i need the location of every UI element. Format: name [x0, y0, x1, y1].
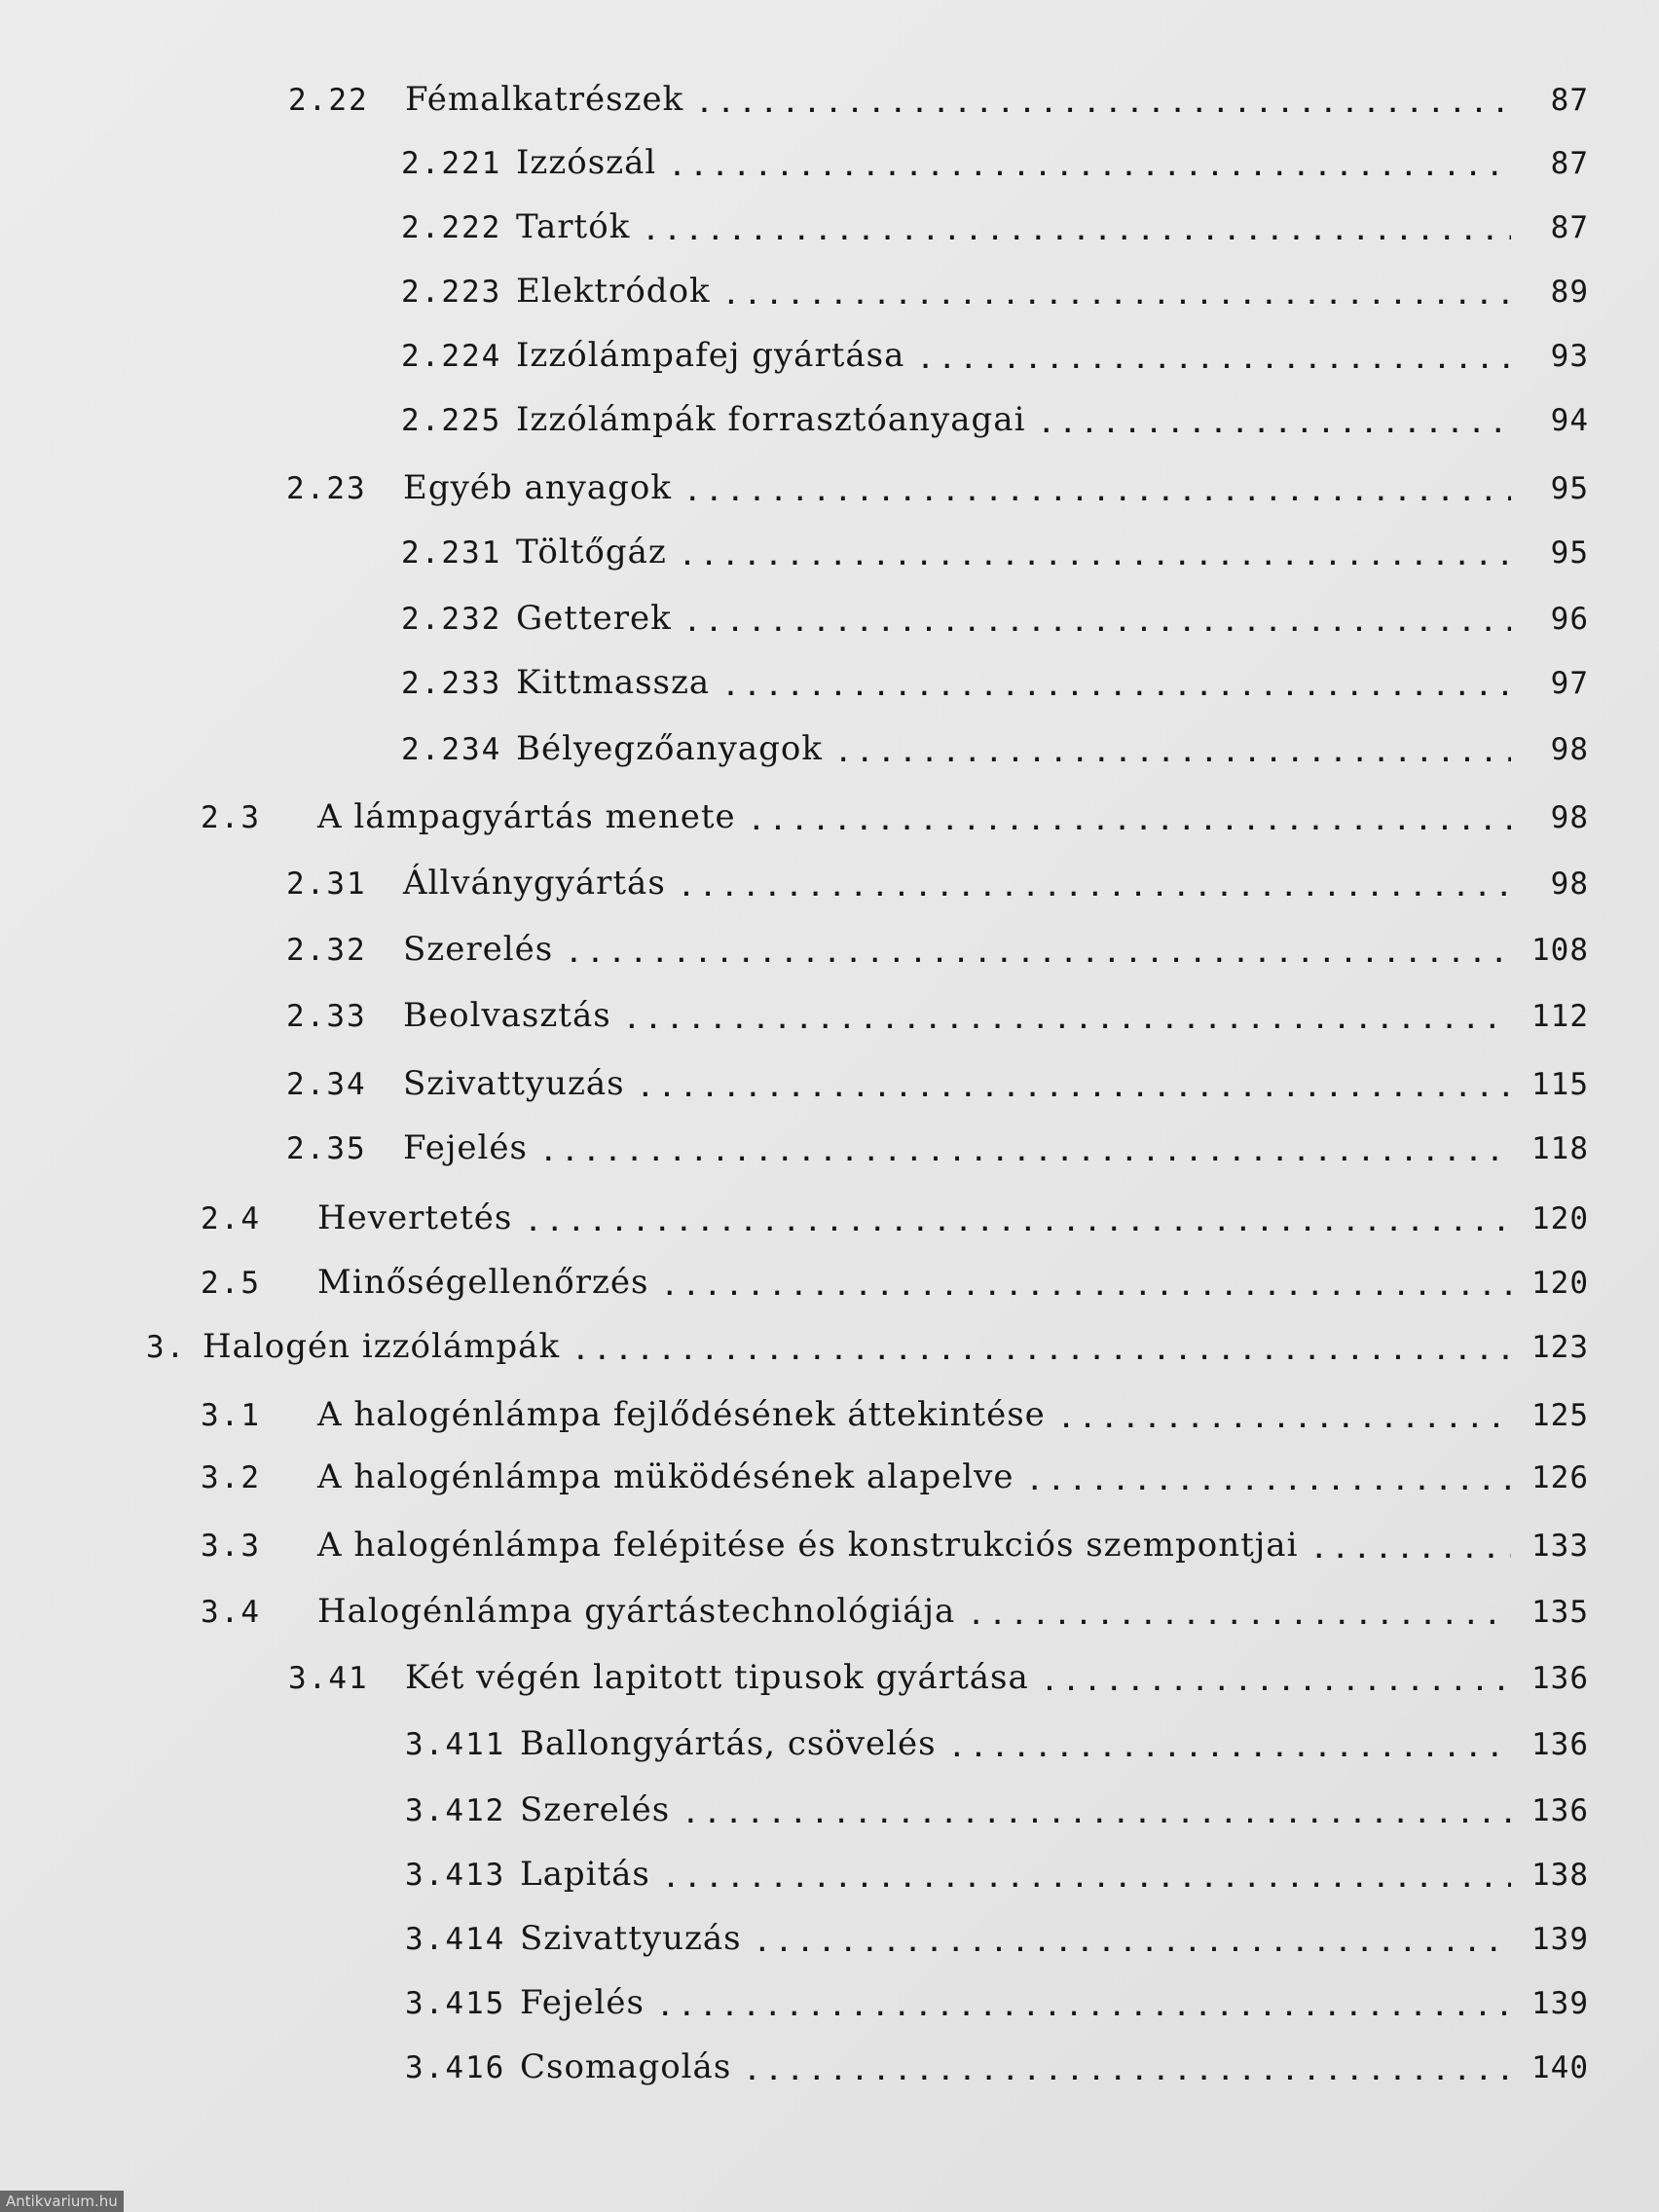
toc-entry-title: Izzólámpafej gyártása [516, 336, 905, 375]
toc-entry-title: Egyéb anyagok [403, 468, 672, 507]
dot-leader [625, 996, 1511, 1035]
toc-entry-title: Fémalkatrészek [405, 80, 684, 119]
toc-entry-number: 3.414 [405, 1922, 506, 1957]
toc-entry [201, 1390, 1589, 1439]
toc-entry [401, 267, 1589, 315]
toc-entry-number: 3.3 [201, 1529, 261, 1564]
dot-leader [644, 207, 1511, 246]
toc-entry-number: 2.225 [401, 403, 502, 438]
toc-entry [286, 1124, 1589, 1172]
toc-entry-title: Bélyegzőanyagok [516, 729, 823, 768]
toc-entry-number: 2.224 [401, 339, 502, 374]
dot-leader [658, 1983, 1511, 2022]
toc-entry-title: Ballongyártás, csövelés [520, 1724, 937, 1763]
toc-entry [401, 724, 1589, 773]
dot-leader [664, 1855, 1511, 1894]
toc-entry-title: Halogénlámpa gyártástechnológiája [317, 1592, 956, 1631]
toc-entry-title: Lapitás [520, 1855, 650, 1894]
toc-entry [405, 1978, 1589, 2027]
toc-entry-page: 98 [1550, 866, 1589, 902]
toc-entry [405, 2043, 1589, 2091]
toc-entry-number: 2.35 [286, 1131, 367, 1166]
toc-entry-page: 87 [1550, 83, 1589, 118]
dot-leader [836, 729, 1511, 768]
toc-entry [286, 859, 1589, 907]
toc-entry [288, 75, 1589, 124]
toc-entry-title: Két végén lapitott tipusok gyártása [405, 1658, 1029, 1697]
toc-entry [288, 1653, 1589, 1702]
toc-entry-page: 136 [1531, 1661, 1589, 1696]
toc-entry-number: 2.233 [401, 666, 502, 701]
dot-leader [1043, 1658, 1511, 1697]
toc-entry-page: 120 [1531, 1201, 1589, 1236]
toc-entry-page: 120 [1531, 1266, 1589, 1301]
toc-entry-number: 3.415 [405, 1986, 506, 2021]
toc-entry-page: 108 [1531, 933, 1589, 968]
toc-entry [401, 203, 1589, 251]
toc-entry-title: Fejelés [520, 1983, 645, 2022]
dot-leader [969, 1592, 1511, 1631]
toc-entry-page: 125 [1531, 1398, 1589, 1433]
dot-leader [670, 143, 1511, 182]
toc-entry-page: 89 [1550, 275, 1589, 310]
watermark: Antikvarium.hu [0, 2191, 124, 2212]
toc-entry-title: Állványgyártás [403, 864, 666, 903]
dot-leader [639, 1064, 1511, 1103]
toc-entry-title: Halogén izzólámpák [203, 1327, 561, 1366]
toc-entry-title: Kittmassza [516, 663, 711, 702]
toc-entry-title: Töltőgáz [516, 533, 667, 571]
toc-entry-page: 139 [1531, 1922, 1589, 1957]
toc-entry [201, 1194, 1589, 1242]
toc-entry [146, 1322, 1589, 1371]
toc-entry [405, 1850, 1589, 1899]
toc-entry-number: 3. [146, 1330, 187, 1365]
toc-entry [401, 395, 1589, 444]
dot-leader [756, 1919, 1511, 1958]
dot-leader [573, 1327, 1511, 1366]
toc-entry [401, 528, 1589, 576]
toc-entry-number: 2.33 [286, 999, 367, 1034]
toc-entry-number: 2.222 [401, 210, 502, 245]
dot-leader [745, 2047, 1511, 2086]
toc-entry-title: A halogénlámpa müködésének alapelve [317, 1457, 1014, 1496]
toc-entry-number: 3.412 [405, 1793, 506, 1828]
dot-leader [685, 599, 1511, 638]
toc-entry [405, 1719, 1589, 1768]
toc-entry [286, 463, 1589, 512]
dot-leader [724, 272, 1511, 311]
toc-entry-page: 97 [1550, 666, 1589, 701]
toc-entry-page: 118 [1531, 1131, 1589, 1166]
dot-leader [723, 663, 1511, 702]
toc-entry [286, 925, 1589, 974]
toc-entry-title: Szerelés [520, 1790, 671, 1829]
toc-entry-page: 98 [1550, 800, 1589, 835]
toc-entry [201, 1453, 1589, 1501]
toc-entry-page: 123 [1531, 1330, 1589, 1365]
toc-entry [401, 138, 1589, 187]
toc-entry-number: 3.1 [201, 1398, 261, 1433]
toc-entry [201, 793, 1589, 841]
toc-entry-page: 139 [1531, 1986, 1589, 2021]
dot-leader [662, 1263, 1511, 1302]
toc-entry-title: Fejelés [403, 1128, 528, 1167]
toc-entry-title: Getterek [516, 599, 672, 638]
toc-entry-title: Szivattyuzás [403, 1064, 625, 1103]
toc-entry [405, 1914, 1589, 1963]
toc-entry-number: 3.2 [201, 1460, 261, 1495]
toc-entry-number: 3.41 [288, 1661, 369, 1696]
toc-entry [201, 1521, 1589, 1569]
toc-entry-title: Izzólámpák forrasztóanyagai [516, 400, 1026, 439]
toc-entry-number: 2.23 [286, 471, 367, 506]
dot-leader [685, 468, 1511, 507]
toc-entry-page: 98 [1550, 732, 1589, 767]
toc-entry-title: Izzószál [516, 143, 657, 182]
dot-leader [697, 80, 1511, 119]
dot-leader [681, 533, 1511, 571]
toc-entry-page: 115 [1531, 1067, 1589, 1102]
dot-leader [750, 797, 1511, 836]
toc-entry-title: Minőségellenőrzés [317, 1263, 649, 1302]
toc-entry-title: A halogénlámpa fejlődésének áttekintése [317, 1395, 1046, 1434]
toc-entry-page: 133 [1531, 1529, 1589, 1564]
toc-entry-page: 126 [1531, 1460, 1589, 1495]
toc-entry-title: Tartók [516, 207, 631, 246]
toc-entry-number: 2.32 [286, 933, 367, 968]
toc-entry-page: 95 [1550, 471, 1589, 506]
toc-entry-page: 95 [1550, 535, 1589, 571]
toc-entry [401, 658, 1589, 707]
toc-entry-page: 112 [1531, 999, 1589, 1034]
toc-entry-number: 3.413 [405, 1858, 506, 1893]
dot-leader [683, 1790, 1511, 1829]
toc-entry-title: A halogénlámpa felépitése és konstrukciós szempontjai [317, 1526, 1299, 1565]
toc-entry-title: Szerelés [403, 930, 554, 969]
toc-entry-number: 2.4 [201, 1201, 261, 1236]
toc-entry-page: 93 [1550, 339, 1589, 374]
toc-entry-page: 136 [1531, 1793, 1589, 1828]
toc-entry-number: 2.221 [401, 146, 502, 181]
toc-entry-number: 2.22 [288, 83, 369, 118]
toc-entry [401, 331, 1589, 380]
toc-entry-page: 136 [1531, 1727, 1589, 1762]
toc-entry-number: 2.231 [401, 535, 502, 571]
dot-leader [526, 1198, 1511, 1237]
toc-entry [401, 594, 1589, 643]
dot-leader [567, 930, 1511, 969]
toc-entry [201, 1258, 1589, 1307]
toc-entry [286, 1059, 1589, 1108]
toc-entry-title: Elektródok [516, 272, 711, 311]
toc-entry-number: 3.416 [405, 2050, 506, 2085]
toc-entry-page: 87 [1550, 210, 1589, 245]
toc-entry [286, 991, 1589, 1040]
toc-entry-number: 2.5 [201, 1266, 261, 1301]
toc-entry-page: 140 [1531, 2050, 1589, 2085]
dot-leader [1059, 1395, 1511, 1434]
dot-leader [1311, 1526, 1511, 1565]
toc-entry-page: 135 [1531, 1595, 1589, 1630]
toc-entry [405, 1786, 1589, 1834]
toc-entry [201, 1587, 1589, 1636]
toc-entry-number: 2.232 [401, 602, 502, 637]
toc-entry-title: Csomagolás [520, 2047, 732, 2086]
dot-leader [680, 864, 1511, 903]
toc-entry-title: Hevertetés [317, 1198, 513, 1237]
dot-leader [1027, 1457, 1511, 1496]
toc-entry-title: A lámpagyártás menete [317, 797, 736, 836]
dot-leader [950, 1724, 1511, 1763]
toc-entry-number: 3.411 [405, 1727, 506, 1762]
toc-entry-title: Beolvasztás [403, 996, 611, 1035]
toc-entry-number: 2.234 [401, 732, 502, 767]
toc-entry-number: 2.3 [201, 800, 261, 835]
toc-entry-number: 2.34 [286, 1067, 367, 1102]
toc-entry-number: 2.223 [401, 275, 502, 310]
toc-entry-page: 96 [1550, 602, 1589, 637]
toc-entry-number: 2.31 [286, 866, 367, 902]
toc-entry-title: Szivattyuzás [520, 1919, 742, 1958]
dot-leader [541, 1128, 1511, 1167]
dot-leader [918, 336, 1511, 375]
toc-entry-page: 87 [1550, 146, 1589, 181]
toc-entry-number: 3.4 [201, 1595, 261, 1630]
toc-entry-page: 138 [1531, 1858, 1589, 1893]
dot-leader [1039, 400, 1511, 439]
toc-entry-page: 94 [1550, 403, 1589, 438]
